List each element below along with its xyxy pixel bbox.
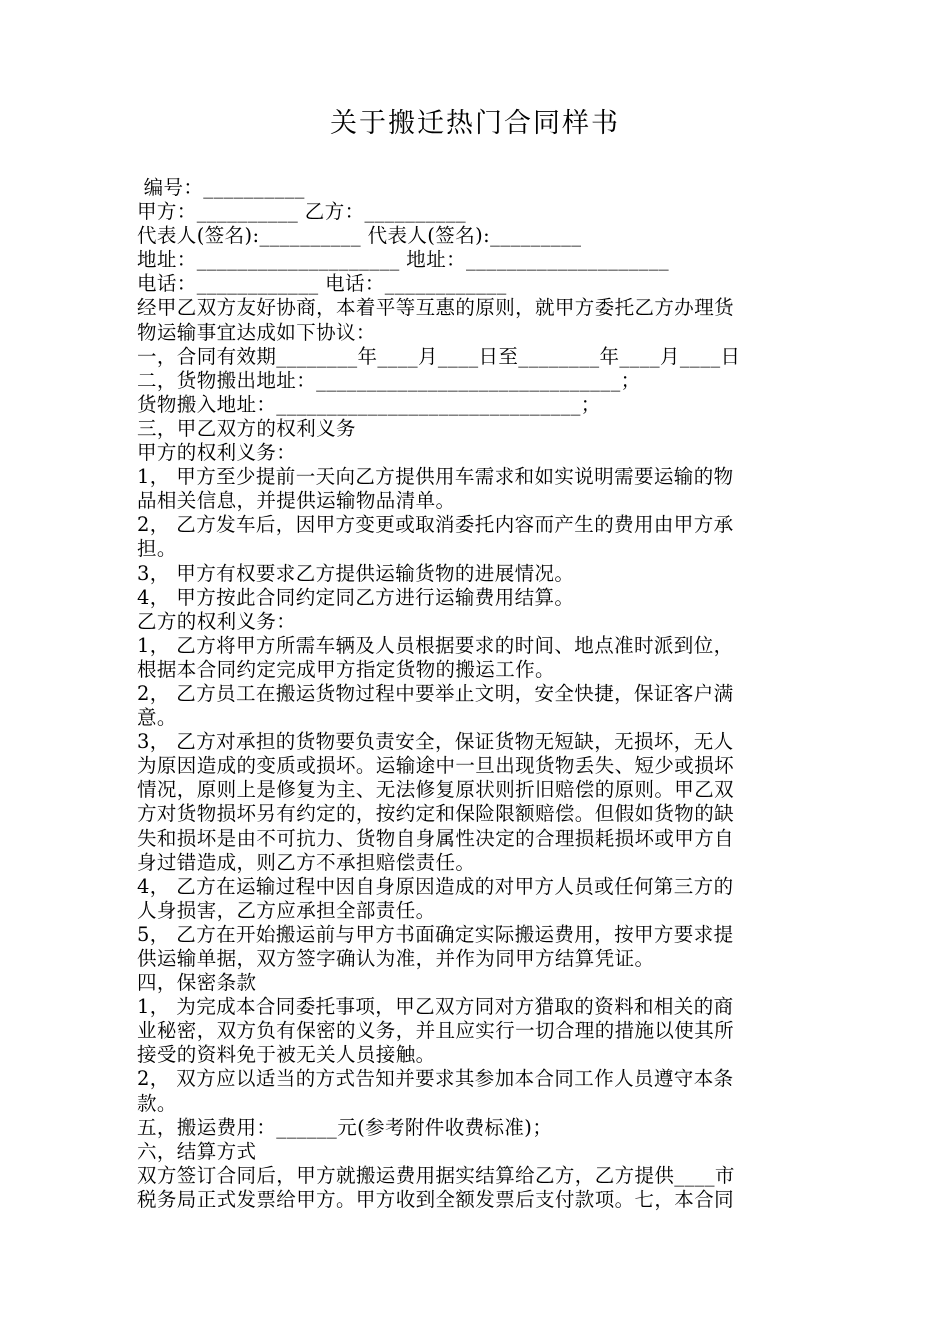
document-line (137, 224, 827, 248)
document-line (137, 489, 827, 513)
document-line (137, 875, 827, 899)
document-line (137, 200, 827, 224)
document-line-text: 为原因造成的变质或损坏。运输途中一旦出现货物丢失、短少或损坏 (137, 754, 735, 778)
document-line (137, 1043, 827, 1067)
document-line-text: 双方签订合同后，甲方就搬运费用据实结算给乙方，乙方提供____市 (137, 1163, 735, 1187)
document-line-text: 品相关信息，并提供运输物品清单。 (137, 489, 456, 513)
document-line-text: 3， 乙方对承担的货物要负责安全，保证货物无短缺，无损坏，无人 (137, 730, 734, 754)
document-line-text: 接受的资料免于被无关人员接触。 (137, 1043, 436, 1067)
document-line-text: 经甲乙双方友好协商，本着平等互惠的原则，就甲方委托乙方办理货 (137, 296, 735, 320)
document-line (137, 971, 827, 995)
document-line-text: 4， 甲方按此合同约定同乙方进行运输费用结算。 (137, 585, 575, 609)
document-line-text: 5， 乙方在开始搬运前与甲方书面确定实际搬运费用，按甲方要求提 (137, 922, 734, 946)
document-line (137, 586, 827, 610)
document-line-text: 税务局正式发票给甲方。甲方收到全额发票后支付款项。七，本合同 (137, 1187, 735, 1211)
document-line-text: 四，保密条款 (137, 971, 257, 995)
document-line-text: 编号：__________ (137, 176, 305, 199)
document-line-text: 地址：____________________ 地址：____________________ (137, 248, 669, 272)
document-line (137, 1067, 827, 1091)
document-line-text: 货物搬入地址：______________________________； (137, 392, 601, 416)
document-line-text: 担。 (137, 537, 177, 561)
document-line (137, 176, 827, 200)
document-line-text: 三，甲乙双方的权利义务 (137, 416, 356, 440)
document-line-text: 失和损坏是由不可抗力、货物自身属性决定的合理损耗损坏或甲方自 (137, 826, 735, 850)
document-line (137, 296, 827, 320)
document-line-text: 二，货物搬出地址：______________________________； (137, 368, 641, 392)
document-line (137, 369, 827, 393)
document-line-text: 身过错造成，则乙方不承担赔偿责任。 (137, 850, 476, 874)
document-line (137, 610, 827, 634)
document-body (137, 176, 827, 1212)
document-line (137, 1116, 827, 1140)
document-line (137, 345, 827, 369)
document-line-text: 代表人(签名):__________ 代表人(签名):_________ (137, 224, 582, 248)
document-line (137, 851, 827, 875)
document-line (137, 778, 827, 802)
document-line (137, 1140, 827, 1164)
document-line-text: 乙方的权利义务： (137, 609, 297, 633)
document-line-text: 款。 (137, 1091, 177, 1115)
document-line-text: 物运输事宜达成如下协议： (137, 320, 376, 344)
document-line (137, 537, 827, 561)
document-line (137, 754, 827, 778)
document-line (137, 947, 827, 971)
document-line-text: 六，结算方式 (137, 1139, 257, 1163)
document-line-text: 1， 乙方将甲方所需车辆及人员根据要求的时间、地点准时派到位， (137, 633, 734, 657)
document-line (137, 465, 827, 489)
document-line-text: 4， 乙方在运输过程中因自身原因造成的对甲方人员或任何第三方的 (137, 874, 734, 898)
document-line-text: 方对货物损坏另有约定的，按约定和保险限额赔偿。但假如货物的缺 (137, 802, 735, 826)
document-line-text: 甲方：__________ 乙方：__________ (137, 200, 466, 224)
document-line (137, 1092, 827, 1116)
document-line-text: 人身损害，乙方应承担全部责任。 (137, 898, 436, 922)
document-line (137, 1164, 827, 1188)
document-line (137, 634, 827, 658)
document-line (137, 272, 827, 296)
document-line-text: 1， 甲方至少提前一天向乙方提供用车需求和如实说明需要运输的物 (137, 465, 734, 489)
document-line-text: 2， 乙方员工在搬运货物过程中要举止文明，安全快捷，保证客户满 (137, 681, 734, 705)
document-line (137, 995, 827, 1019)
document-line (137, 827, 827, 851)
document-line (137, 248, 827, 272)
document-line-text: 业秘密，双方负有保密的义务，并且应实行一切合理的措施以使其所 (137, 1019, 735, 1043)
document-line-text: 甲方的权利义务： (137, 441, 297, 465)
document-line-text: 一，合同有效期________年____月____日至________年____月____日 (137, 344, 741, 368)
document-line (137, 682, 827, 706)
document-line (137, 730, 827, 754)
document-line (137, 899, 827, 923)
document-line (137, 802, 827, 826)
document-line (137, 417, 827, 441)
document-line-text: 意。 (137, 706, 177, 730)
document-line (137, 1188, 827, 1212)
document-line-text: 2， 双方应以适当的方式告知并要求其参加本合同工作人员遵守本条 (137, 1067, 734, 1091)
document-line-text: 2， 乙方发车后，因甲方变更或取消委托内容而产生的费用由甲方承 (137, 513, 734, 537)
document-line (137, 513, 827, 537)
document-line (137, 1019, 827, 1043)
document-line-text: 电话：____________ 电话：____________ (137, 272, 507, 296)
document-line (137, 923, 827, 947)
document-line-text: 1， 为完成本合同委托事项，甲乙双方同对方猎取的资料和相关的商 (137, 995, 734, 1019)
document-line-text: 供运输单据，双方签字确认为准，并作为同甲方结算凭证。 (137, 947, 655, 970)
document-line (137, 562, 827, 586)
document-line-text: 五，搬运费用：______元(参考附件收费标准)； (137, 1115, 553, 1139)
document-line-text: 情况，原则上是修复为主、无法修复原状则折旧赔偿的原则。甲乙双 (137, 778, 735, 802)
document-title: 关于搬迁热门合同样书 (330, 108, 620, 139)
document-line (137, 393, 827, 417)
document-line (137, 658, 827, 682)
document-line-text: 3， 甲方有权要求乙方提供运输货物的进展情况。 (137, 561, 575, 585)
document-line (137, 321, 827, 345)
document-line (137, 706, 827, 730)
document-line (137, 441, 827, 465)
document-line-text: 根据本合同约定完成甲方指定货物的搬运工作。 (137, 657, 555, 681)
